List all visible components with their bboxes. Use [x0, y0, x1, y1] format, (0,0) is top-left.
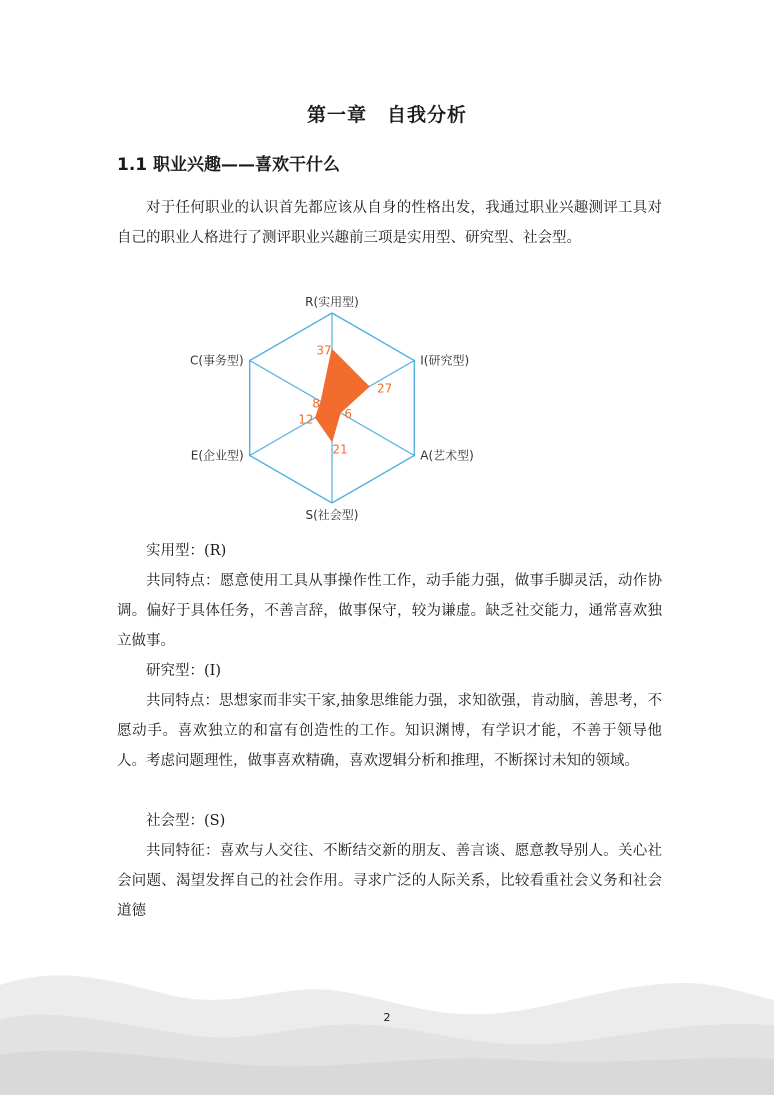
chapter-title: 第一章 自我分析: [306, 104, 467, 126]
holland-radar-chart: [170, 296, 495, 534]
realistic-type-description: 共同特点：愿意使用工具从事操作性工作，动手能力强，做事手脚灵活，动作协调。偏好于具体任务，不善言辞，做事保守，较为谦虚。缺乏社交能力，通常喜欢独立做事。: [117, 573, 662, 649]
radar-axis-label: S(社会型): [305, 508, 359, 522]
page-number: 2: [383, 1011, 391, 1024]
radar-value-label: 27: [377, 381, 393, 396]
social-type-label: 社会型：(S): [146, 813, 226, 829]
section-title: 1.1 职业兴趣——喜欢干什么: [117, 155, 341, 175]
radar-value-label: 6: [344, 407, 353, 421]
social-type-description: 共同特征：喜欢与人交往、不断结交新的朋友、善言谈、愿意教导别人。关心社会问题、渴望发挥自己的社会作用。寻求广泛的人际关系，比较看重社会义务和社会道德: [117, 843, 662, 919]
radar-axis-label: I(研究型): [420, 353, 470, 368]
investigative-type-description: 共同特点：思想家而非实干家,抽象思维能力强，求知欲强，肯动脑，善思考，不愿动手。喜欢独立的和富有创造性的工作。知识渊博，有学识才能，不善于领导他人。考虑问题理性，做事喜欢精确，喜欢逻辑分析和推理，不断探讨未知的领域。: [117, 693, 662, 769]
radar-value-label: 37: [316, 343, 332, 358]
radar-value-label: 12: [298, 412, 314, 427]
realistic-type-label: 实用型：(R): [146, 543, 227, 559]
radar-axis-label: E(企业型): [190, 448, 244, 463]
intro-paragraph: 对于任何职业的认识首先都应该从自身的性格出发，我通过职业兴趣测评工具对自己的职业人格进行了测评职业兴趣前三项是实用型、研究型、社会型。: [117, 200, 662, 246]
radar-axis-label: C(事务型): [189, 353, 244, 368]
investigative-type-label: 研究型：(I): [146, 663, 222, 679]
radar-value-label: 21: [332, 442, 348, 457]
mountain-watermark-illustration: [0, 925, 774, 1095]
radar-value-label: 8: [312, 396, 321, 411]
radar-axis-label: R(实用型): [305, 296, 359, 309]
radar-axis-label: A(艺术型): [420, 448, 474, 463]
radar-data-area: [316, 349, 369, 441]
